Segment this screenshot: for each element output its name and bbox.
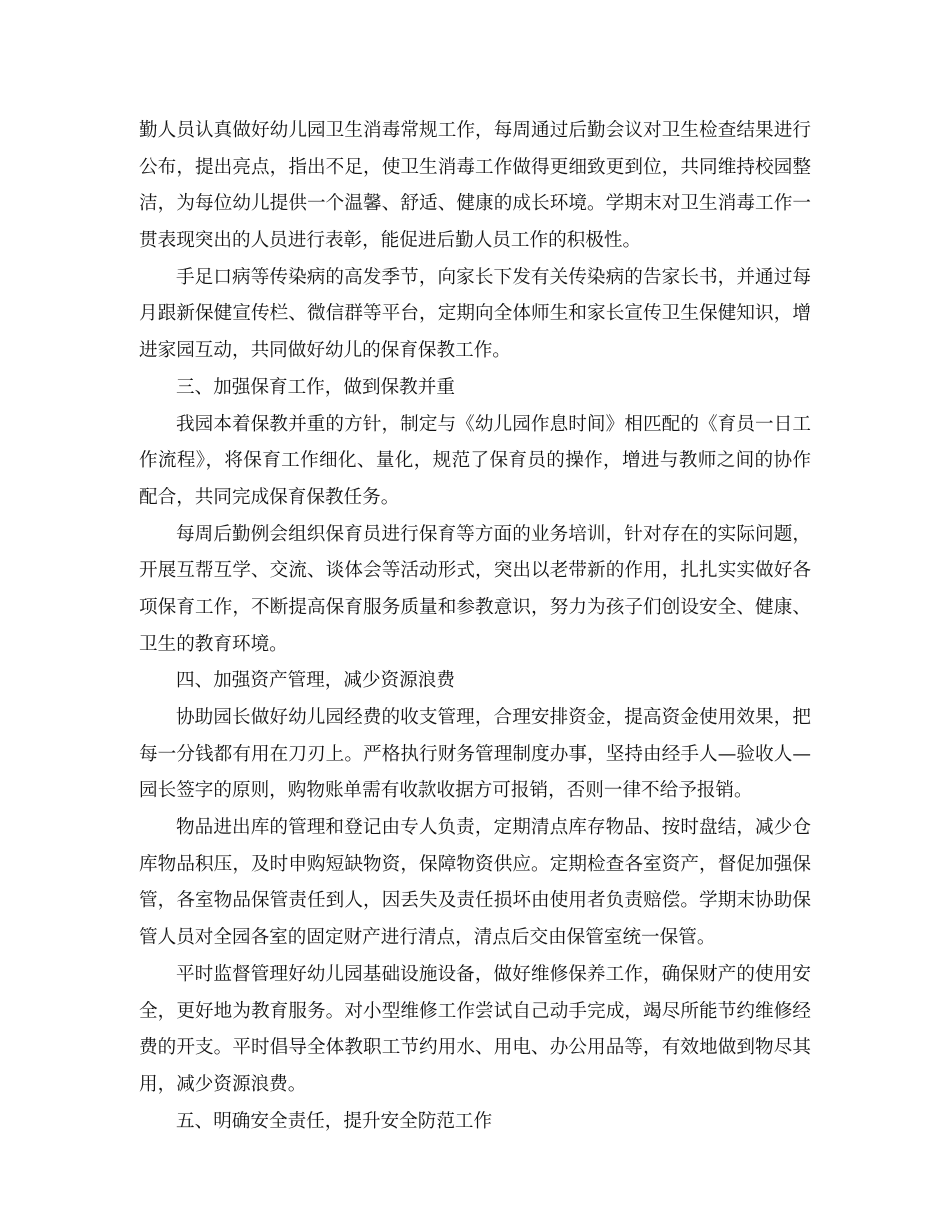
text-line: 我园本着保教并重的方针，制定与《幼儿园作息时间》相匹配的《育员一日工: [176, 413, 811, 435]
text-line: 费的开支。平时倡导全体教职工节约用水、用电、办公用品等，有效地做到物尽其: [139, 1037, 811, 1059]
document-body: [139, 113, 811, 1140]
text-line: 作流程》，将保育工作细化、量化，规范了保育员的操作，增进与教师之间的协作: [139, 450, 811, 472]
text-line: 项保育工作，不断提高保育服务质量和参教意识，努力为孩子们创设安全、健康、: [139, 596, 811, 618]
text-line: 园长签字的原则，购物账单需有收款收据方可报销，否则一律不给予报销。: [139, 780, 753, 802]
text-line: 洁，为每位幼儿提供一个温馨、舒适、健康的成长环境。学期末对卫生消毒工作一: [139, 193, 811, 215]
text-line: 三、加强保育工作，做到保教并重: [176, 376, 455, 398]
text-line: 用，减少资源浪费。: [139, 1073, 307, 1095]
text-line: 物品进出库的管理和登记由专人负责，定期清点库存物品、按时盘结，减少仓: [176, 817, 811, 839]
text-line: 管，各室物品保管责任到人，因丢失及责任损坏由使用者负责赔偿。学期末协助保: [139, 890, 811, 912]
text-line: 手足口病等传染病的高发季节，向家长下发有关传染病的告家长书，并通过每: [176, 266, 811, 288]
text-line: 卫生的教育环境。: [139, 633, 288, 655]
text-line: 五、明确安全责任，提升安全防范工作: [176, 1110, 493, 1132]
text-line: 每周后勤例会组织保育员进行保育等方面的业务培训，针对存在的实际问题，: [176, 523, 811, 545]
text-line: 库物品积压，及时申购短缺物资，保障物资供应。定期检查各室资产，督促加强保: [139, 853, 811, 875]
text-line: 四、加强资产管理，减少资源浪费: [176, 670, 455, 692]
text-line: 每一分钱都有用在刀刃上。严格执行财务管理制度办事，坚持由经手人—验收人—: [139, 743, 811, 765]
text-line: 全，更好地为教育服务。对小型维修工作尝试自己动手完成，竭尽所能节约维修经: [139, 1000, 811, 1022]
text-line: 管人员对全园各室的固定财产进行清点，清点后交由保管室统一保管。: [139, 927, 716, 949]
text-line: 月跟新保健宣传栏、微信群等平台，定期向全体师生和家长宣传卫生保健知识，增: [139, 303, 811, 325]
text-line: 贯表现突出的人员进行表彰，能促进后勤人员工作的积极性。: [139, 230, 642, 252]
text-line: 进家园互动，共同做好幼儿的保育保教工作。: [139, 340, 511, 362]
text-line: 开展互帮互学、交流、谈体会等活动形式，突出以老带新的作用，扎扎实实做好各: [139, 560, 811, 582]
text-line: 勤人员认真做好幼儿园卫生消毒常规工作，每周通过后勤会议对卫生检查结果进行: [139, 120, 811, 141]
text-line: 协助园长做好幼儿园经费的收支管理，合理安排资金，提高资金使用效果，把: [176, 707, 811, 728]
text-line: 公布，提出亮点，指出不足，使卫生消毒工作做得更细致更到位，共同维持校园整: [139, 156, 811, 178]
text-line: 配合，共同完成保育保教任务。: [139, 486, 400, 508]
text-line: 平时监督管理好幼儿园基础设施设备，做好维修保养工作，确保财产的使用安: [176, 963, 811, 985]
